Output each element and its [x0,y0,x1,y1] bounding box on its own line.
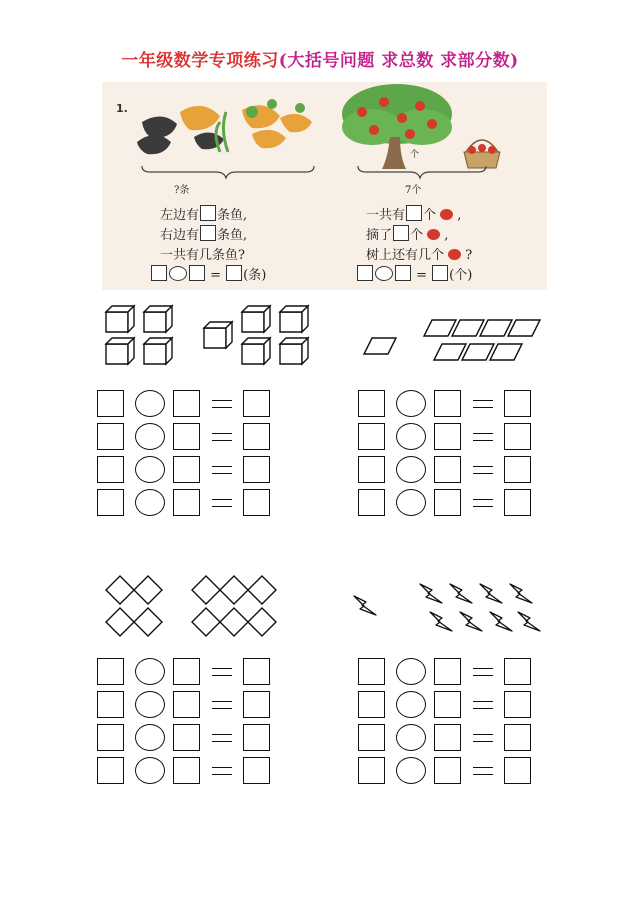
equals-sign [212,400,232,408]
goldfish-illustration [137,99,312,154]
apple-tree-illustration [342,84,452,169]
operator-circle[interactable] [396,390,426,417]
answer-box[interactable] [504,757,531,784]
answer-box[interactable] [358,489,385,516]
diamond-icon [248,576,276,604]
lightning-bolt-icon [510,584,532,603]
right-line-3: 树上还有几个 ? [366,248,473,263]
left-line-3: 一共有几条鱼? [160,248,245,263]
left-equation: = (条) [150,264,266,283]
operator-circle[interactable] [135,691,165,718]
answer-box[interactable] [434,658,461,685]
inline-blank[interactable] [406,205,422,221]
diamond-icon [220,576,248,604]
answer-box[interactable] [504,724,531,751]
tree-label: 个 [410,150,420,160]
equation-row [97,658,277,686]
operator-circle[interactable] [135,489,165,516]
answer-box[interactable] [434,757,461,784]
answer-box[interactable] [97,489,124,516]
operator-circle[interactable] [135,724,165,751]
cube-icon [242,338,270,364]
answer-box[interactable] [358,658,385,685]
diamond-icon [106,608,134,636]
parallelogram-icon [452,320,484,336]
inline-blank[interactable] [393,225,409,241]
left-brace-label: ?条 [174,185,190,196]
diamond-icon [192,576,220,604]
operator-circle[interactable] [396,423,426,450]
answer-box[interactable] [243,691,270,718]
equation-row [358,724,538,752]
answer-box[interactable] [504,691,531,718]
equals-sign [212,701,232,709]
cube-icon [280,306,308,332]
right-brace-label: 7个 [405,185,422,196]
operator-circle[interactable] [396,658,426,685]
lightning-bolt-icon [430,612,452,631]
answer-box[interactable] [173,423,200,450]
answer-box[interactable] [358,757,385,784]
title-main: 一年级数学专项练习 [121,51,279,71]
answer-box[interactable] [97,658,124,685]
answer-box[interactable] [504,489,531,516]
parallelogram-icon [364,338,396,354]
apple-icon [440,209,453,220]
equals-sign [212,767,232,775]
answer-box[interactable] [243,390,270,417]
equation-row [97,757,277,785]
answer-box[interactable] [358,691,385,718]
operator-circle[interactable] [396,489,426,516]
right-line-2: 摘了 个 , [366,224,448,243]
lightning-bolt-icon [354,596,376,615]
equals-sign [212,466,232,474]
equals-sign [212,734,232,742]
answer-box[interactable] [243,658,270,685]
equation-row [358,757,538,785]
equation-row [97,691,277,719]
diamond-icon [192,608,220,636]
equation-row [358,390,538,418]
equals-sign [473,734,493,742]
answer-box[interactable] [173,658,200,685]
answer-box[interactable] [434,456,461,483]
left-line-2: 右边有 条鱼, [160,224,247,243]
lightning-bolt-icon [460,612,482,631]
left-line-1: 左边有 条鱼, [160,204,247,223]
answer-box[interactable] [358,423,385,450]
answer-box[interactable] [173,757,200,784]
parallelogram-icon [462,344,494,360]
answer-box[interactable] [243,757,270,784]
equals-sign [473,668,493,676]
operator-circle[interactable] [135,423,165,450]
lightning-bolt-icon [480,584,502,603]
right-equation: = (个) [356,264,472,283]
equals-sign [473,466,493,474]
answer-box[interactable] [97,724,124,751]
equation-row [358,489,538,517]
right-line-1: 一共有 个 , [366,204,461,223]
equation-row [97,423,277,451]
cubes-group [100,300,315,370]
equals-sign [473,499,493,507]
cube-icon [106,338,134,364]
parallelogram-icon [490,344,522,360]
diamond-icon [134,576,162,604]
cube-icon [144,338,172,364]
lightning-group [350,578,545,640]
equals-sign [212,433,232,441]
apple-icon [427,229,440,240]
cube-icon [106,306,134,332]
parallelogram-icon [480,320,512,336]
worksheet-title [0,46,640,71]
answer-box[interactable] [434,390,461,417]
answer-box[interactable] [243,423,270,450]
answer-box[interactable] [173,489,200,516]
diamond-icon [248,608,276,636]
diamond-icon [134,608,162,636]
cube-icon [204,322,232,348]
answer-box[interactable] [173,390,200,417]
title-subtitle: (大括号问题 求总数 求部分数) [278,51,519,71]
diamonds-group [100,572,290,642]
equals-sign [473,400,493,408]
answer-box[interactable] [434,489,461,516]
problem-number: 1. [116,102,128,115]
equation-row [97,390,277,418]
answer-box[interactable] [97,691,124,718]
equation-row [358,691,538,719]
equation-row [97,456,277,484]
answer-box[interactable] [434,724,461,751]
answer-box[interactable] [173,456,200,483]
equals-sign [473,433,493,441]
example-panel [102,82,547,290]
operator-circle[interactable] [396,724,426,751]
answer-box[interactable] [173,724,200,751]
answer-box[interactable] [97,423,124,450]
equals-sign [473,767,493,775]
operator-circle[interactable] [396,691,426,718]
answer-box[interactable] [358,724,385,751]
answer-box[interactable] [97,757,124,784]
answer-box[interactable] [243,456,270,483]
parallelogram-icon [424,320,456,336]
cube-icon [144,306,172,332]
equation-row [358,658,538,686]
answer-box[interactable] [504,390,531,417]
parallelogram-icon [508,320,540,336]
lightning-bolt-icon [490,612,512,631]
answer-box[interactable] [504,658,531,685]
answer-box[interactable] [97,390,124,417]
answer-box[interactable] [434,423,461,450]
inline-blank[interactable] [200,205,216,221]
operator-circle[interactable] [135,456,165,483]
lightning-bolt-icon [518,612,540,631]
apple-basket-illustration [464,140,500,168]
answer-box[interactable] [243,489,270,516]
answer-box[interactable] [504,423,531,450]
equation-row [97,489,277,517]
diamond-icon [106,576,134,604]
operator-circle[interactable] [396,456,426,483]
answer-box[interactable] [97,456,124,483]
apple-icon [448,249,461,260]
equation-row [97,724,277,752]
parallelograms-group [360,316,545,364]
operator-circle[interactable] [396,757,426,784]
operator-circle[interactable] [135,757,165,784]
lightning-bolt-icon [420,584,442,603]
equals-sign [212,668,232,676]
equals-sign [473,701,493,709]
equation-row [358,456,538,484]
equation-row [358,423,538,451]
cube-icon [242,306,270,332]
diamond-icon [220,608,248,636]
lightning-bolt-icon [450,584,472,603]
answer-box[interactable] [243,724,270,751]
operator-circle[interactable] [135,658,165,685]
answer-box[interactable] [434,691,461,718]
equals-sign [212,499,232,507]
operator-circle[interactable] [135,390,165,417]
inline-blank[interactable] [200,225,216,241]
answer-box[interactable] [358,456,385,483]
cube-icon [280,338,308,364]
answer-box[interactable] [504,456,531,483]
parallelogram-icon [434,344,466,360]
answer-box[interactable] [173,691,200,718]
answer-box[interactable] [358,390,385,417]
